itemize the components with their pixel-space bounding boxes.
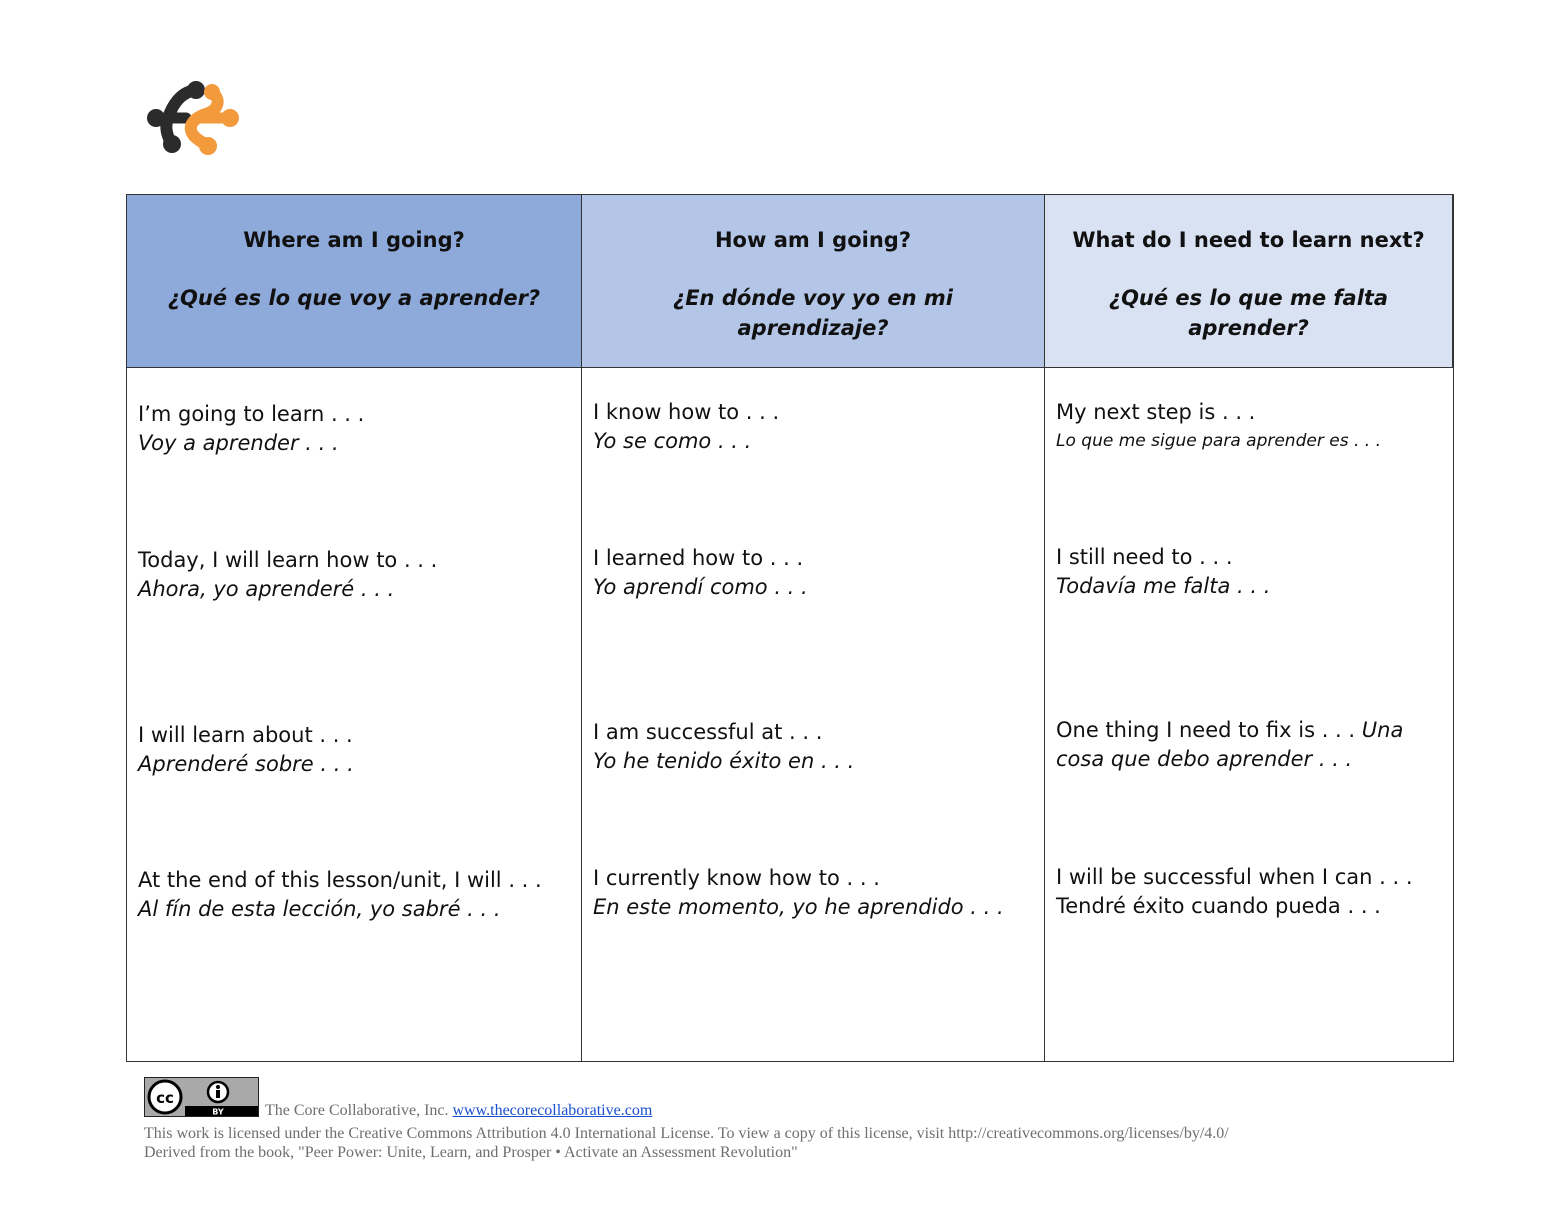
stem-es: Lo que me sigue para aprender es . . . — [1056, 431, 1381, 451]
license-text — [144, 1124, 1229, 1162]
stem-en: One thing I need to fix is . . . — [1056, 718, 1356, 742]
header-title-en: How am I going? — [714, 228, 912, 252]
sentence-stem — [1056, 716, 1443, 774]
stem-en: At the end of this lesson/unit, I will . . . — [138, 868, 542, 892]
stem-es: Yo aprendí como . . . — [593, 575, 808, 599]
sentence-stem — [138, 721, 571, 779]
stem-es: Ahora, yo aprenderé . . . — [138, 577, 395, 601]
stem-en: I learned how to . . . — [593, 546, 804, 570]
stem-en: I still need to . . . — [1056, 545, 1233, 569]
stem-en: I will be successful when I can . . . — [1056, 865, 1413, 889]
header-title-es: ¿Qué es lo que voy a aprender? — [167, 286, 541, 310]
core-collaborative-logo — [146, 80, 240, 156]
header-what-next — [1045, 195, 1453, 368]
org-line — [265, 1102, 652, 1120]
stem-en: I am successful at . . . — [593, 720, 823, 744]
sentence-stem — [1056, 863, 1443, 921]
stem-es: Una cosa que debo aprender . . . — [1056, 718, 1404, 771]
cc-by-badge — [144, 1077, 259, 1117]
stem-es: Yo se como . . . — [593, 429, 752, 453]
stem-es: Voy a aprender . . . — [138, 431, 339, 455]
header-title-es: ¿Qué es lo que me falta aprender? — [1108, 286, 1389, 340]
stem-es: Al fín de esta lección, yo sabré . . . — [138, 897, 501, 921]
stem-es: Yo he tenido éxito en . . . — [593, 749, 855, 773]
stem-es: Todavía me falta . . . — [1056, 574, 1271, 598]
header-title-en: Where am I going? — [243, 228, 465, 252]
website-link[interactable]: www.thecorecollaborative.com — [452, 1102, 653, 1119]
learning-questions-table — [126, 194, 1454, 1062]
header-where-am-i-going — [127, 195, 582, 368]
license-statement: This work is licensed under the Creative Commons Attribution 4.0 International License. To view a copy of this license, visit http://creativecommons.org/licenses/by/4.0/ — [144, 1125, 1229, 1142]
creative-commons-icon — [145, 1078, 258, 1116]
org-name: The Core Collaborative, Inc. — [265, 1102, 449, 1119]
sentence-stem — [1056, 398, 1443, 456]
column-where-am-i-going — [127, 368, 582, 1061]
sentence-stem — [1056, 543, 1443, 601]
column-how-am-i-going — [582, 368, 1045, 1061]
header-how-am-i-going — [582, 195, 1045, 368]
stem-en: I’m going to learn . . . — [138, 402, 365, 426]
svg-text:BY: BY — [212, 1107, 224, 1116]
header-title-es: ¿En dónde voy yo en mi aprendizaje? — [673, 286, 953, 340]
sentence-stem — [138, 866, 571, 924]
sentence-stem — [593, 398, 1034, 456]
sentence-stem — [593, 864, 1034, 922]
sentence-stem — [138, 400, 571, 458]
stem-en: I know how to . . . — [593, 400, 780, 424]
stem-en: Today, I will learn how to . . . — [138, 548, 438, 572]
header-title-en: What do I need to learn next? — [1072, 228, 1425, 252]
stem-es: En este momento, yo he aprendido . . . — [593, 895, 1004, 919]
svg-text:cc: cc — [156, 1089, 174, 1107]
stem-en: I currently know how to . . . — [593, 866, 880, 890]
column-what-next — [1045, 368, 1453, 1061]
sentence-stem — [138, 546, 571, 604]
stem-en: My next step is . . . — [1056, 400, 1256, 424]
stem-en: I will learn about . . . — [138, 723, 353, 747]
derived-from-statement: Derived from the book, "Peer Power: Unite, Learn, and Prosper • Activate an Assessment Revolution" — [144, 1144, 798, 1161]
sentence-stem — [593, 544, 1034, 602]
stem-es: Aprenderé sobre . . . — [138, 752, 354, 776]
sentence-stem — [593, 718, 1034, 776]
stem-es: Tendré éxito cuando pueda . . . — [1056, 894, 1381, 918]
